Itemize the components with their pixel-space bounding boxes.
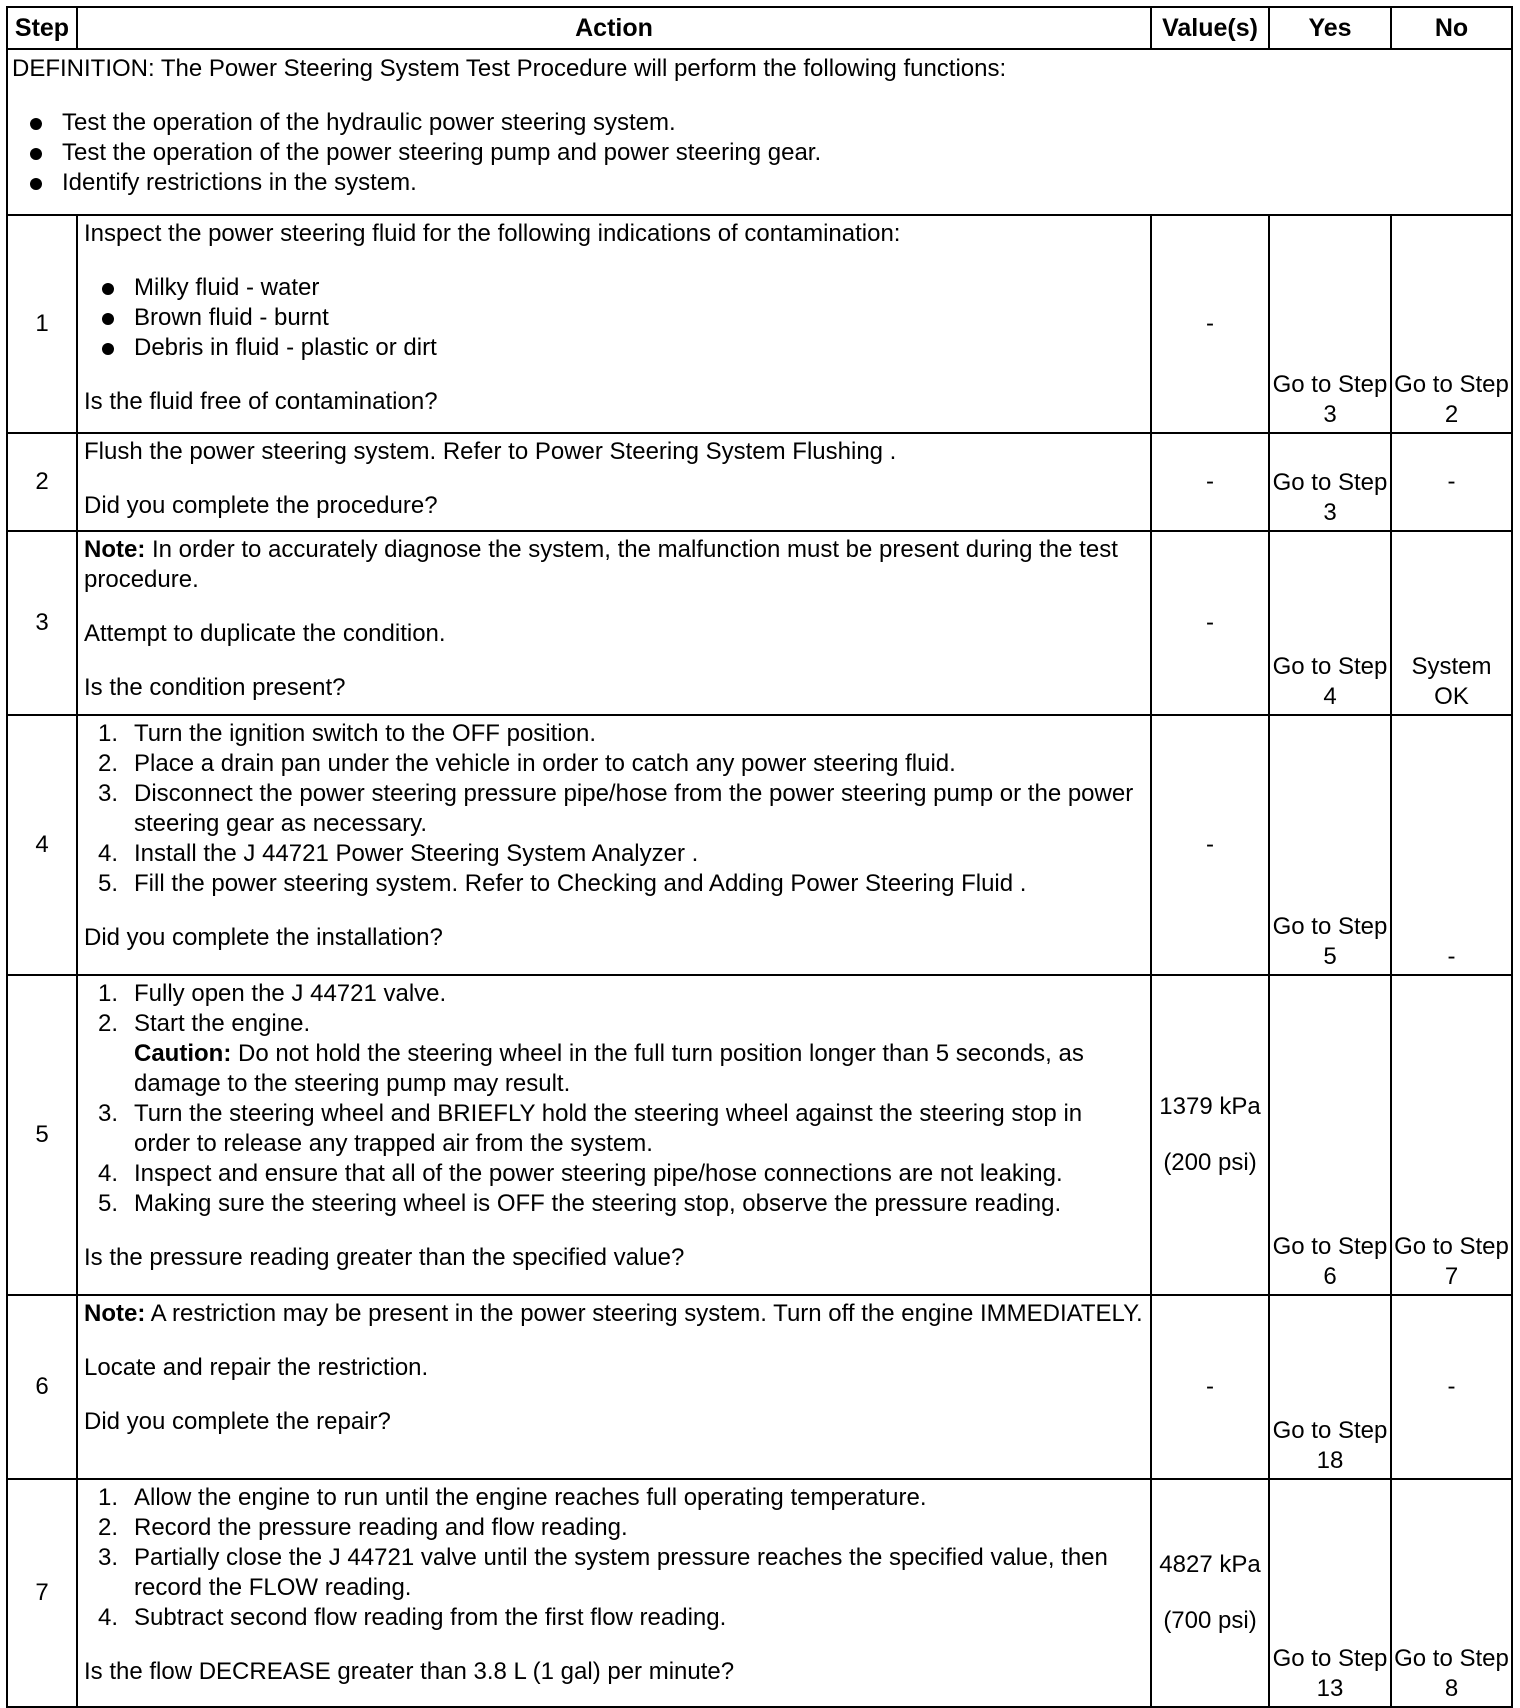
no-link[interactable]: Go to Step 8: [1391, 1479, 1512, 1707]
header-values: Value(s): [1151, 7, 1269, 49]
list-item: 2. Record the pressure reading and flow reading.: [98, 1514, 628, 1541]
step-number: 6: [7, 1295, 77, 1479]
definition-list: [12, 108, 1507, 198]
yes-link[interactable]: Go to Step 18: [1269, 1295, 1391, 1479]
definition-text: DEFINITION: The Power Steering System Test Procedure will perform the following functions:: [12, 55, 1007, 82]
value-kpa: 4827 kPa: [1159, 1551, 1261, 1578]
list-item: 4. Install the J 44721 Power Steering System Analyzer .: [98, 840, 699, 867]
action-intro: Attempt to duplicate the condition.: [84, 620, 446, 647]
header-yes: Yes: [1269, 7, 1391, 49]
note-label: Note:: [84, 536, 146, 563]
table-row: [7, 1295, 1512, 1479]
step-number: 7: [7, 1479, 77, 1707]
action-cell: [77, 433, 1151, 531]
no-link[interactable]: Go to Step 2: [1391, 215, 1512, 433]
action-question: Is the pressure reading greater than the specified value?: [84, 1244, 685, 1271]
table-row: [7, 531, 1512, 715]
no-result: System OK: [1391, 531, 1512, 715]
list-item: 3. Turn the steering wheel and BRIEFLY hold the steering wheel against the steering stop in order to release any trapped air from the system.: [98, 1100, 1083, 1157]
numbered-list: [84, 979, 1144, 1219]
table-row: [7, 433, 1512, 531]
action-question: Is the flow DECREASE greater than 3.8 L (1 gal) per minute?: [84, 1658, 735, 1685]
action-cell: [77, 215, 1151, 433]
numbered-list: [84, 1483, 1144, 1633]
contamination-list: [84, 273, 1144, 363]
action-cell: [77, 1295, 1151, 1479]
yes-link[interactable]: Go to Step 13: [1269, 1479, 1391, 1707]
table-row: [7, 715, 1512, 975]
value-cell: -: [1151, 433, 1269, 531]
header-step: Step: [7, 7, 77, 49]
list-item: 3. Partially close the J 44721 valve until the system pressure reaches the specified value, then record the FLOW reading.: [98, 1544, 1108, 1601]
note-paragraph: [84, 1299, 1144, 1329]
action-question: Did you complete the repair?: [84, 1408, 391, 1435]
list-item: 4. Subtract second flow reading from the first flow reading.: [98, 1604, 727, 1631]
list-item: Test the operation of the hydraulic power steering system.: [30, 108, 1507, 138]
action-cell: [77, 1479, 1151, 1707]
action-intro: Locate and repair the restriction.: [84, 1354, 429, 1381]
action-intro: Inspect the power steering fluid for the following indications of contamination:: [84, 220, 901, 247]
action-cell: [77, 975, 1151, 1295]
note-text: In order to accurately diagnose the system, the malfunction must be present during the test procedure.: [84, 536, 1118, 593]
header-row: [7, 7, 1512, 49]
no-value: -: [1391, 433, 1512, 531]
step-number: 4: [7, 715, 77, 975]
list-item: 1. Turn the ignition switch to the OFF position.: [98, 720, 596, 747]
value-cell: -: [1151, 215, 1269, 433]
table-row: [7, 215, 1512, 433]
caution-text: Do not hold the steering wheel in the full turn position longer than 5 seconds, as damage to the steering pump may result.: [134, 1040, 1084, 1097]
list-item: 4. Inspect and ensure that all of the power steering pipe/hose connections are not leaking.: [98, 1160, 1063, 1187]
procedure-table: [6, 6, 1513, 1708]
no-value: -: [1391, 715, 1512, 975]
value-cell: -: [1151, 1295, 1269, 1479]
header-action: Action: [77, 7, 1151, 49]
list-item: Brown fluid - burnt: [102, 303, 1144, 333]
action-cell: [77, 715, 1151, 975]
yes-link[interactable]: Go to Step 3: [1269, 215, 1391, 433]
value-psi: (700 psi): [1163, 1607, 1257, 1634]
step-number: 1: [7, 215, 77, 433]
header-no: No: [1391, 7, 1512, 49]
no-link[interactable]: Go to Step 7: [1391, 975, 1512, 1295]
yes-link[interactable]: Go to Step 3: [1269, 433, 1391, 531]
definition-row: [7, 49, 1512, 215]
procedure-table-frame: [6, 6, 1511, 1706]
note-paragraph: [84, 535, 1144, 595]
value-cell: -: [1151, 531, 1269, 715]
table-row: [7, 975, 1512, 1295]
action-question: Is the condition present?: [84, 674, 346, 701]
step-number: 3: [7, 531, 77, 715]
list-item: Milky fluid - water: [102, 273, 1144, 303]
yes-link[interactable]: Go to Step 4: [1269, 531, 1391, 715]
yes-link[interactable]: Go to Step 5: [1269, 715, 1391, 975]
step-number: 5: [7, 975, 77, 1295]
value-cell: [1151, 975, 1269, 1295]
action-question: Did you complete the installation?: [84, 924, 443, 951]
value-cell: -: [1151, 715, 1269, 975]
caution-label: Caution:: [134, 1040, 232, 1067]
value-psi: (200 psi): [1163, 1149, 1257, 1176]
list-item: 1. Allow the engine to run until the engine reaches full operating temperature.: [98, 1484, 927, 1511]
list-item: Debris in fluid - plastic or dirt: [102, 333, 1144, 363]
action-cell: [77, 531, 1151, 715]
table-row: [7, 1479, 1512, 1707]
action-intro: Flush the power steering system. Refer to Power Steering System Flushing .: [84, 438, 897, 465]
value-cell: [1151, 1479, 1269, 1707]
action-question: Is the fluid free of contamination?: [84, 388, 438, 415]
list-item: 5. Making sure the steering wheel is OFF the steering stop, observe the pressure reading.: [98, 1190, 1062, 1217]
note-label: Note:: [84, 1300, 146, 1327]
yes-link[interactable]: Go to Step 6: [1269, 975, 1391, 1295]
list-item: 5. Fill the power steering system. Refer to Checking and Adding Power Steering Fluid .: [98, 870, 1027, 897]
list-item: Test the operation of the power steering pump and power steering gear.: [30, 138, 1507, 168]
numbered-list: [84, 719, 1144, 899]
action-question: Did you complete the procedure?: [84, 492, 438, 519]
no-value: -: [1391, 1295, 1512, 1479]
step-number: 2: [7, 433, 77, 531]
list-item: Identify restrictions in the system.: [30, 168, 1507, 198]
list-item: 1. Fully open the J 44721 valve.: [98, 980, 447, 1007]
definition-cell: [7, 49, 1512, 215]
list-item: 2. Start the engine. Caution: Do not hold the steering wheel in the full turn position longer than 5 seconds, as damage to the steering pump may result.: [98, 1010, 1084, 1097]
list-item: 2. Place a drain pan under the vehicle in order to catch any power steering fluid.: [98, 750, 956, 777]
note-text: A restriction may be present in the power steering system. Turn off the engine IMMEDIATELY.: [145, 1300, 1143, 1327]
list-item: 3. Disconnect the power steering pressure pipe/hose from the power steering pump or the power steering gear as necessary.: [98, 780, 1134, 837]
value-kpa: 1379 kPa: [1159, 1093, 1261, 1120]
